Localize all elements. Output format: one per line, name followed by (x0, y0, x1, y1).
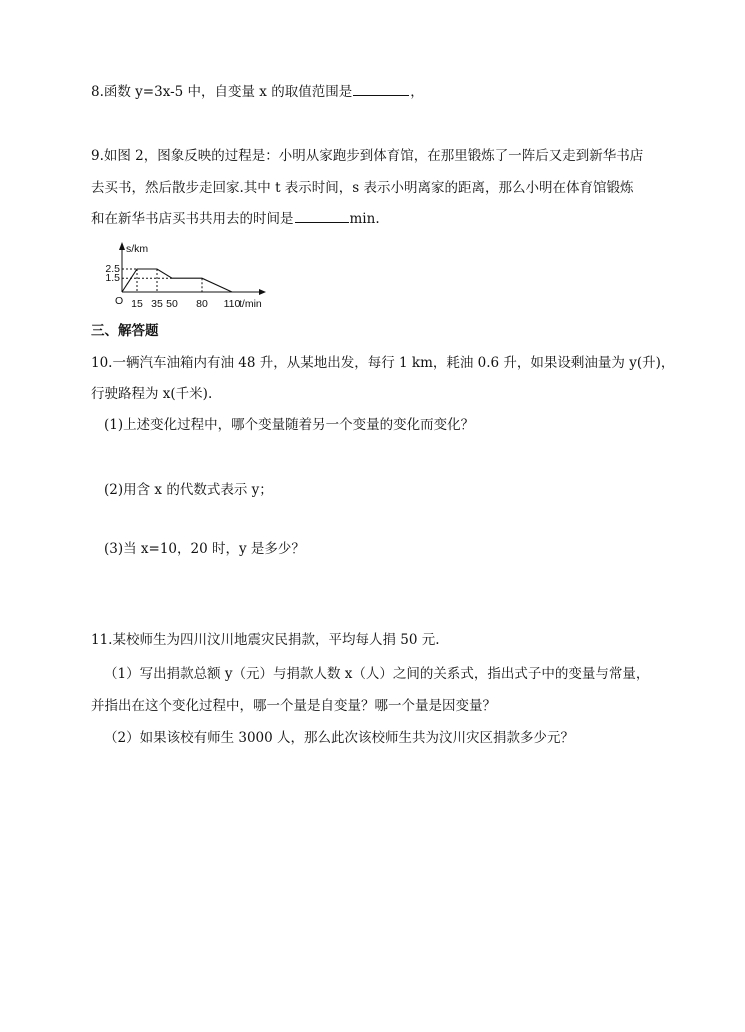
q9-tail: min. (349, 211, 380, 227)
q10-part-1: (1)上述变化过程中，哪个变量随着另一个变量的变化而变化？ (104, 417, 475, 433)
x-tick-label: 80 (196, 298, 208, 310)
q11-part-2: （2）如果该校有师生 3000 人，那么此次该校师生共为汶川灾区捐款多少元？ (104, 730, 575, 746)
q8-tail: ， (410, 84, 424, 100)
distance-line (122, 269, 232, 292)
graph-labels (105, 243, 262, 310)
graph-series (122, 269, 232, 292)
q9-text: 和在新华书店买书共用去的时间是 (91, 211, 294, 227)
x-tick-label: 35 (151, 298, 163, 310)
section-3-title: 三、解答题 (91, 323, 159, 339)
q9-line-1: 9.如图 2，图象反映的过程是：小明从家跑步到体育馆，在那里锻炼了一阵后又走到新华书店 (91, 148, 644, 164)
x-axis-label: t/min (239, 298, 262, 310)
answer-blank (295, 210, 349, 223)
y-axis-label: s/km (126, 243, 149, 255)
y-tick-label: 1.5 (105, 272, 120, 285)
y-axis-arrow (119, 242, 125, 250)
answer-blank (353, 83, 409, 96)
q10-part-2: (2)用含 x 的代数式表示 y； (104, 482, 273, 498)
x-tick-label: 50 (166, 298, 178, 310)
q10-line-1: 10.一辆汽车油箱内有油 48 升，从某地出发，每行 1 km，耗油 0.6 升，如果设剩油量为 y(升)， (91, 355, 675, 371)
question-8 (91, 83, 424, 101)
q9-line-2: 去买书，然后散步走回家.其中 t 表示时间，s 表示小明离家的距离，那么小明在体育馆锻炼 (91, 180, 634, 196)
x-tick-label: 110 (223, 298, 241, 310)
q10-part-3: (3)当 x=10，20 时，y 是多少？ (104, 541, 305, 557)
q11-part-1: （1）写出捐款总额 y（元）与捐款人数 x（人）之间的关系式，指出式子中的变量与常量， (104, 666, 650, 682)
origin-label: O (115, 295, 124, 307)
x-tick-label: 15 (131, 298, 143, 310)
q8-text: 8.函数 y=3x-5 中，自变量 x 的取值范围是 (91, 84, 353, 100)
q11-part-1-cont: 并指出在这个变化过程中，哪一个量是自变量？哪一个量是因变量？ (91, 698, 496, 714)
x-axis-arrow (259, 289, 266, 295)
q11-line-1: 11.某校师生为四川汶川地震灾民捐款，平均每人捐 50 元. (91, 632, 440, 648)
distance-time-graph (98, 240, 270, 312)
q9-line-3 (91, 210, 380, 228)
q10-line-2: 行驶路程为 x(千米). (91, 386, 213, 402)
y-tick-label: 2.5 (105, 263, 120, 275)
